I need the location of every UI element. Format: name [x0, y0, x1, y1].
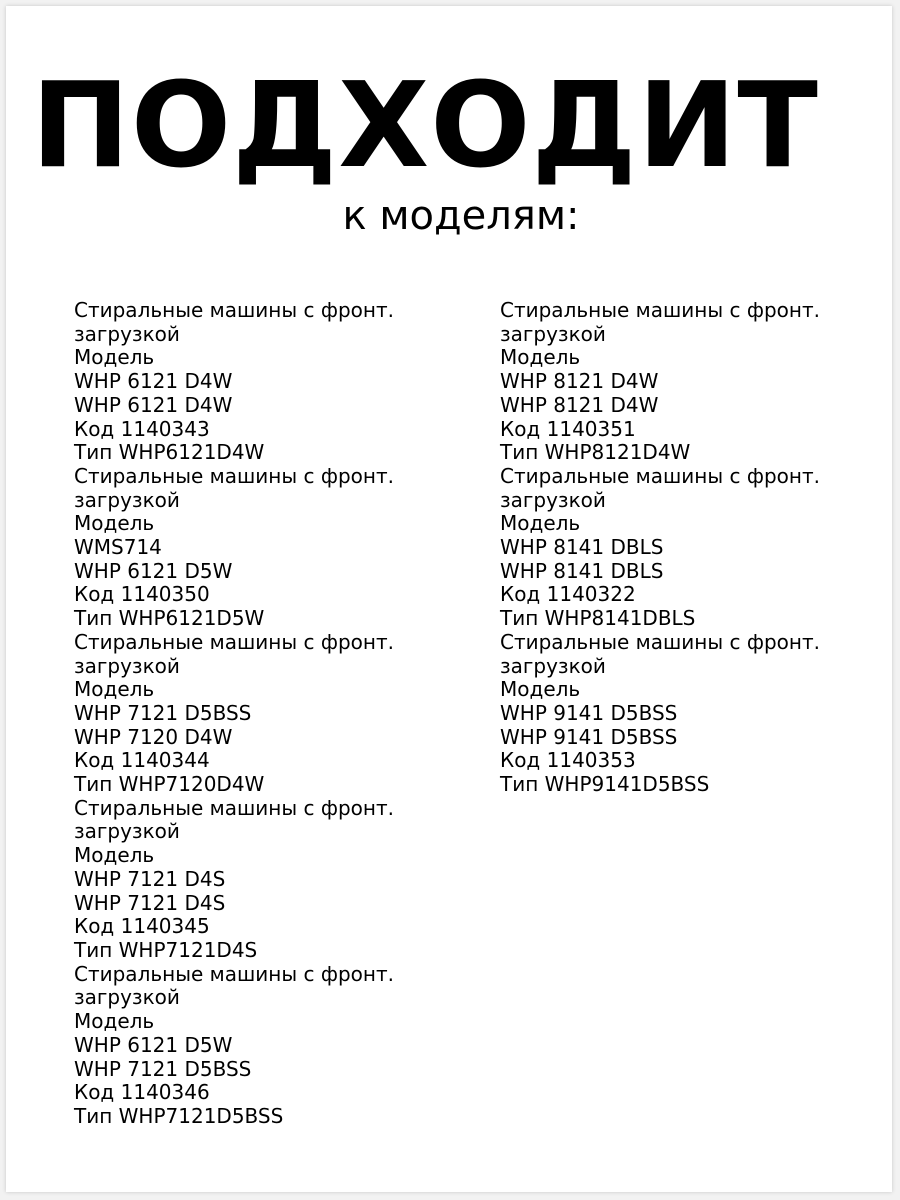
page-title: ПОДХОДИТ — [31, 56, 819, 194]
model-list-line: Модель — [74, 1009, 155, 1034]
model-list-line: загрузкой — [74, 985, 180, 1010]
model-list-line: загрузкой — [500, 321, 606, 346]
model-list-line: загрузкой — [500, 487, 606, 512]
model-list-line: Стиральные машины с фронт. — [74, 795, 394, 820]
model-list-line: Тип WHP8141DBLS — [500, 606, 696, 631]
model-list-line: WHP 6121 D5W — [74, 1032, 233, 1057]
model-list-line: Тип WHP6121D4W — [74, 440, 265, 465]
model-list-line: Тип WHP7121D5BSS — [74, 1103, 284, 1128]
page-subtitle: к моделям: — [342, 193, 580, 239]
model-list-line: Стиральные машины с фронт. — [74, 298, 394, 322]
model-list-line: Стиральные машины с фронт. — [74, 961, 394, 986]
model-list-line: Модель — [74, 843, 155, 868]
model-list-line: Код 1140353 — [500, 748, 636, 773]
model-list-line: Модель — [500, 511, 581, 536]
model-list-line: Тип WHP6121D5W — [74, 606, 265, 631]
model-list-line: Тип WHP8121D4W — [500, 440, 691, 465]
model-list-line: Модель — [500, 345, 581, 370]
model-list-line: WMS714 — [74, 535, 162, 560]
model-list-line: WHP 6121 D4W — [74, 369, 233, 394]
model-list-line: WHP 8141 DBLS — [500, 558, 664, 583]
model-list-line: Стиральные машины с фронт. — [500, 298, 820, 322]
model-list-line: WHP 7121 D4S — [74, 890, 226, 915]
model-list-line: WHP 7121 D5BSS — [74, 700, 252, 725]
model-list-line: WHP 8121 D4W — [500, 369, 659, 394]
model-list-line: WHP 8121 D4W — [500, 392, 659, 417]
model-list-line: Код 1140344 — [74, 748, 210, 773]
model-list-line: WHP 9141 D5BSS — [500, 700, 678, 725]
model-list-line: Стиральные машины с фронт. — [500, 629, 820, 654]
model-list-line: Код 1140345 — [74, 914, 210, 939]
model-list-line: загрузкой — [500, 653, 606, 678]
model-list-line: загрузкой — [74, 819, 180, 844]
model-list-line: WHP 9141 D5BSS — [500, 724, 678, 749]
model-list-line: WHP 7121 D4S — [74, 866, 226, 891]
model-list-line: Код 1140350 — [74, 582, 210, 607]
model-list-line: Стиральные машины с фронт. — [74, 629, 394, 654]
model-list-line: Модель — [74, 345, 155, 370]
model-list-line: WHP 7120 D4W — [74, 724, 233, 749]
model-list-line: WHP 6121 D5W — [74, 558, 233, 583]
model-list-line: Модель — [74, 677, 155, 702]
model-list-line: Код 1140351 — [500, 416, 636, 441]
model-list-line: WHP 7121 D5BSS — [74, 1056, 252, 1081]
model-list-line: загрузкой — [74, 653, 180, 678]
model-list-right-column — [500, 299, 900, 797]
model-list-line: Тип WHP9141D5BSS — [500, 772, 710, 797]
model-list-line: Тип WHP7120D4W — [74, 772, 265, 797]
model-list-line: Код 1140343 — [74, 416, 210, 441]
model-list-line: Модель — [74, 511, 155, 536]
model-list-line: Стиральные машины с фронт. — [74, 463, 394, 488]
model-list-left-column — [74, 299, 474, 1129]
model-list-line: Стиральные машины с фронт. — [500, 463, 820, 488]
model-list-line: WHP 6121 D4W — [74, 392, 233, 417]
model-list-line: WHP 8141 DBLS — [500, 535, 664, 560]
model-list-line: загрузкой — [74, 321, 180, 346]
model-list-line: Код 1140322 — [500, 582, 636, 607]
model-list-line: Тип WHP7121D4S — [74, 937, 258, 962]
model-list-line: Код 1140346 — [74, 1080, 210, 1105]
model-list-line: загрузкой — [74, 487, 180, 512]
document-sheet — [6, 6, 892, 1192]
model-list-line: Модель — [500, 677, 581, 702]
